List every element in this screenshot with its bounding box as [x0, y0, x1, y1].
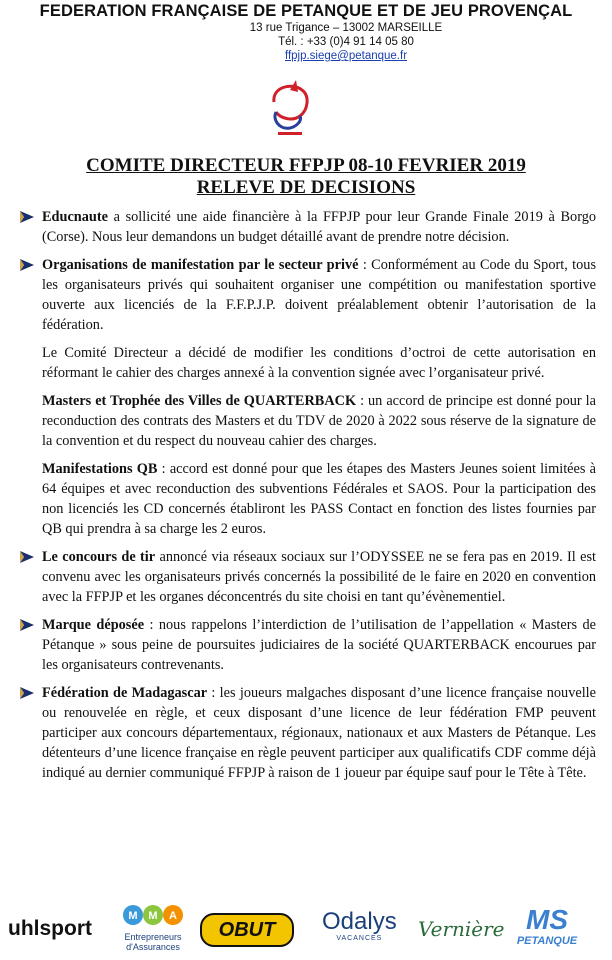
odalys-logo	[322, 909, 397, 942]
mma-logo	[118, 903, 188, 952]
arrow-bullet-icon	[20, 259, 34, 271]
comite-paragraph: Le Comité Directeur a décidé de modifier les conditions d’octroi de cette autorisation en réformant le cahier des charges annexé à la convention signée avec l’organisateur privé.	[42, 345, 596, 381]
item-text: : les joueurs malgaches disposant d’une licence française nouvelle ou renouvelée en règle, et ceux disposant d’une licence de leur fédération FMP peuvent participer aux concours départementaux, régionaux, nationaux et aux Masters de Pétanque. Les détenteurs d’une licence française en règle peuvent participer aux qualificatifs CDF comme déjà indiqué au dernier communiqué FFPJP à raison de 1 joueur par équipe sauf pour le Tête à Tête.	[42, 685, 596, 781]
item-marque	[24, 615, 596, 675]
item-text: : accord est donné pour que les étapes des Masters Jeunes soient limitées à 64 équipes et avec reconduction des subventions Fédérales et SAOS. Pour la participation des non licenciés les CD concernés établiront les PASS Contact en fonction des listes fournies par QB qui prendra à sa charge les 2 euros.	[42, 461, 596, 537]
item-organisations	[24, 255, 596, 335]
item-heading: Fédération de Madagascar	[42, 685, 208, 701]
item-heading: Marque déposée	[42, 617, 145, 633]
arrow-bullet-icon	[20, 619, 34, 631]
svg-text:A: A	[169, 910, 177, 922]
arrow-bullet-icon	[20, 551, 34, 563]
title-line-1: COMITE DIRECTEUR FFPJP 08-10 FEVRIER 2019	[86, 155, 526, 176]
item-manifestations	[24, 459, 596, 539]
item-text: : nous rappelons l’interdiction de l’utilisation de l’appellation « Masters de Pétanque » sous peine de poursuites judiciaires de la société QUARTERBACK encourues par les organisateurs contrevenants.	[42, 617, 596, 673]
mma-line-1: Entrepreneurs	[124, 932, 182, 942]
svg-text:M: M	[148, 910, 158, 922]
arrow-bullet-icon	[20, 211, 34, 223]
address: 13 rue Trigance – 13002 MARSEILLE	[249, 22, 443, 34]
ms-mark: MS	[526, 904, 568, 935]
verniere-logo: Vernière	[418, 917, 505, 941]
item-masters	[24, 391, 596, 451]
mma-circles-icon	[121, 903, 185, 927]
title-line-2: RELEVE DE DECISIONS	[196, 177, 416, 198]
document-title	[0, 155, 612, 199]
item-text: a sollicité une aide financière à la FFPJP pour leur Grande Finale 2019 à Borgo (Corse). Nous leur demandons un budget détaillé avant de prendre notre décision.	[42, 209, 596, 245]
sponsor-logos	[0, 895, 612, 955]
item-madagascar	[24, 683, 596, 783]
email-link[interactable]: ffpjp.siege@petanque.fr	[284, 50, 408, 62]
arrow-bullet-icon	[20, 687, 34, 699]
item-heading: Masters et Trophée des Villes de QUARTERBACK	[42, 393, 357, 409]
document-body	[24, 207, 596, 791]
item-heading: Organisations de manifestation par le secteur privé	[42, 257, 359, 273]
item-heading: Educnaute	[42, 209, 108, 225]
letterhead	[0, 0, 612, 63]
svg-text:M: M	[128, 910, 138, 922]
ms-sub: PETANQUE	[516, 935, 578, 947]
item-text: : Conformément au Code du Sport, tous les organisateurs privés qui souhaitent organiser une compétition ou manifestation sportive ouverte aux licenciés de la F.F.P.J.P. doivent préalablement obtenir l’autorisation de la fédération.	[42, 257, 597, 333]
item-heading: Manifestations QB	[42, 461, 158, 477]
item-heading: Le concours de tir	[42, 549, 156, 565]
mma-line-2: d'Assurances	[126, 942, 180, 952]
obut-logo: OBUT	[200, 913, 294, 947]
odalys-sub: VACANCES	[336, 935, 383, 942]
item-educnaute	[24, 207, 596, 247]
item-text: annoncé via réseaux sociaux sur l’ODYSSEE ne se fera pas en 2019. Il est convenu avec les organisateurs privés concernés la possibilité de le faire en 2020 en convention avec la FFPJP et les organes déconcentrés du site choisi en tant qu’évènementiel.	[42, 549, 597, 605]
uhlsport-logo: uhlsport	[8, 917, 92, 940]
rooster-flag-logo-icon	[262, 72, 318, 142]
item-text: : un accord de principe est donné pour la reconduction des contrats des Masters et du TDV de 2020 à 2022 sous réserve de la signature de la convention et du respect du nouveau cahier des charges.	[42, 393, 596, 449]
ms-petanque-logo	[512, 905, 582, 947]
federation-name: FEDERATION FRANÇAISE DE PETANQUE ET DE JEU PROVENÇAL	[39, 2, 573, 20]
odalys-name: Odalys	[322, 908, 397, 935]
item-concours	[24, 547, 596, 607]
phone: Tél. : +33 (0)4 91 14 05 80	[278, 36, 414, 48]
